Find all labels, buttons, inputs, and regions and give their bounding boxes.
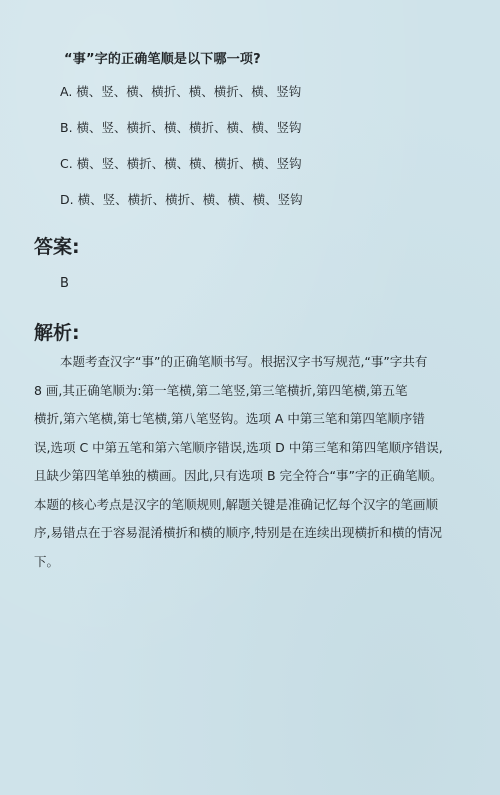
- analysis-heading: 解析:: [34, 322, 80, 344]
- analysis-line: 本题考查汉字“事”的正确笔顺书写。根据汉字书写规范,“事”字共有: [60, 354, 428, 369]
- analysis-line: 下。: [34, 553, 60, 569]
- analysis-line: 横折,第六笔横,第七笔横,第八笔竖钩。选项 A 中第三笔和第四笔顺序错: [34, 411, 425, 426]
- analysis-body: [34, 354, 466, 582]
- analysis-line: 误,选项 C 中第五笔和第六笔顺序错误,选项 D 中第三笔和第四笔顺序错误,: [34, 439, 443, 455]
- analysis-line: 本题的核心考点是汉字的笔顺规则,解题关键是准确记忆每个汉字的笔画顺: [34, 496, 438, 512]
- option-b: B. 横、竖、横折、横、横折、横、横、竖钩: [60, 120, 302, 135]
- analysis-line: 序,易错点在于容易混淆横折和横的顺序,特别是在连续出现横折和横的情况: [34, 525, 442, 540]
- option-a: A. 横、竖、横、横折、横、横折、横、竖钩: [60, 84, 302, 99]
- answer-value: B: [60, 276, 69, 291]
- answer-heading: 答案:: [34, 236, 80, 258]
- option-list: [60, 84, 303, 228]
- option-d: D. 横、竖、横折、横折、横、横、横、竖钩: [60, 192, 303, 207]
- question-text: “事”字的正确笔顺是以下哪一项?: [64, 52, 261, 67]
- analysis-line: 8 画,其正确笔顺为:第一笔横,第二笔竖,第三笔横折,第四笔横,第五笔: [34, 382, 408, 398]
- analysis-line: 且缺少第四笔单独的横画。因此,只有选项 B 完全符合“事”字的正确笔顺。: [34, 468, 443, 483]
- option-c: C. 横、竖、横折、横、横、横折、横、竖钩: [60, 156, 302, 171]
